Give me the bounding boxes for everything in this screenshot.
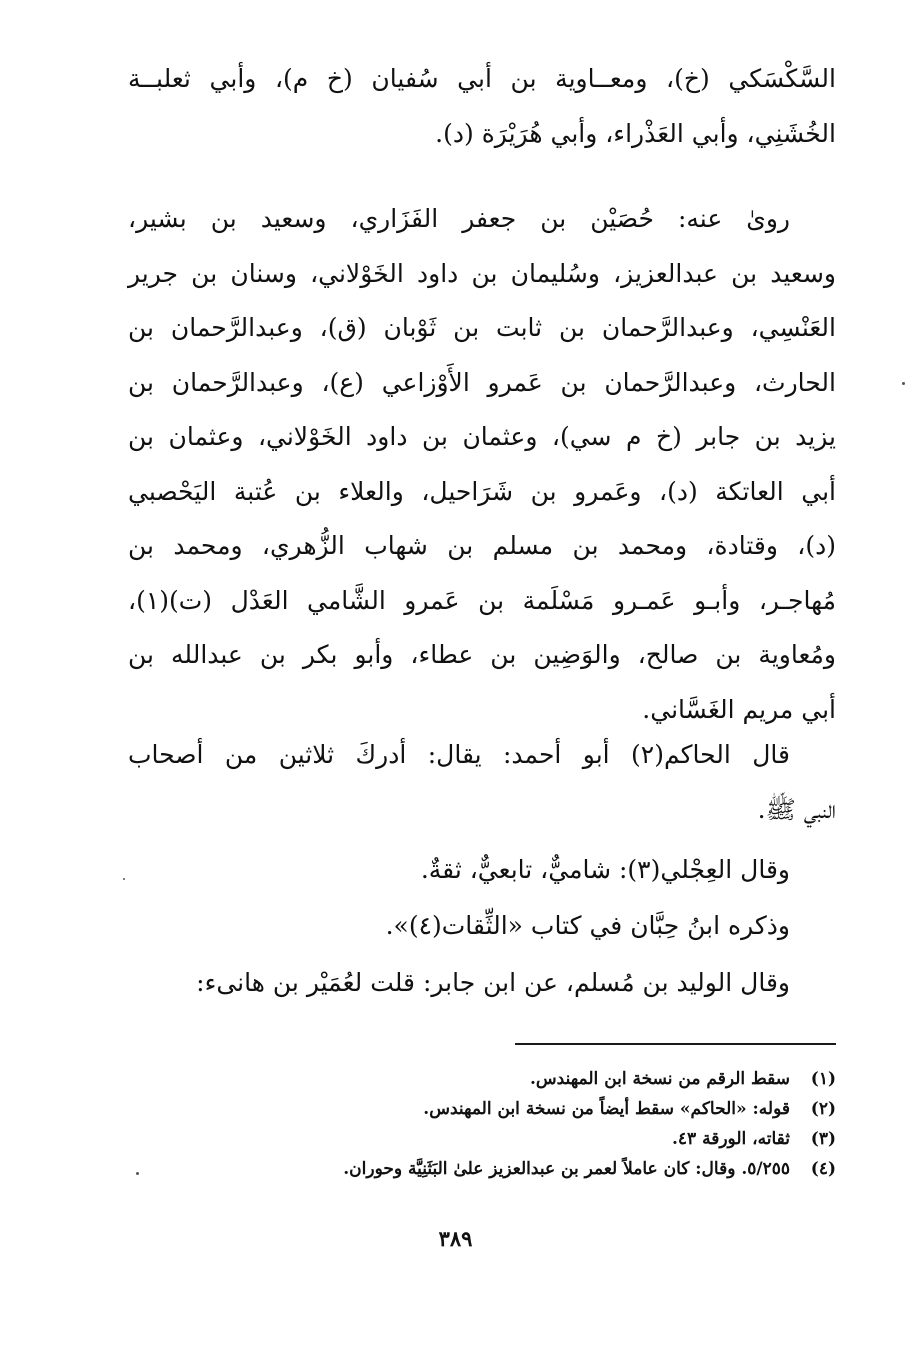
footnote-divider: [515, 1043, 836, 1045]
footnote-item: [200, 1064, 836, 1094]
text-line: يزيد بن جابر (خ م سي)، وعثمان بن داود الخَوْلاني، وعثمان بن: [128, 422, 836, 451]
scan-speck: [123, 878, 125, 880]
footnote-number: (٣): [810, 1129, 836, 1149]
footnote-text: قوله: «الحاكم» سقط أيضاً من نسخة ابن المهندس.: [423, 1099, 790, 1119]
footnote-item: [200, 1154, 836, 1184]
footnote-item: [200, 1094, 836, 1124]
text-line: السَّكْسَكي (خ)، ومعــاوية بن أبي سُفيان (خ م)، وأبي ثعلبــة: [128, 64, 836, 93]
footnote-number: (١): [810, 1069, 836, 1089]
footnote-number: (٢): [810, 1099, 836, 1119]
paragraph-teachers-continued: [128, 52, 836, 161]
paragraph-ijli: [128, 842, 836, 898]
paragraph-walid: [128, 955, 836, 1011]
footnote-item: [200, 1124, 836, 1154]
footnotes: [200, 1064, 836, 1184]
text-line: روىٰ عنه: حُصَيْن بن جعفر الفَزَاري، وسعيد بن بشير،: [128, 204, 790, 233]
text-line: وقال الوليد بن مُسلم، عن ابن جابر: قلت لعُمَيْر بن هانىء:: [196, 968, 790, 997]
text-line: النبي ﷺ.: [757, 794, 836, 824]
text-line: الخُشَنِي، وأبي العَذْراء، وأبي هُرَيْرَة (د).: [435, 118, 836, 148]
text-line: وقال العِجْلي(٣): شاميٌّ، تابعيٌّ، ثقةٌ.: [420, 855, 790, 884]
text-line: وسعيد بن عبدالعزيز، وسُليمان بن داود الخَوْلاني، وسنان بن جرير: [128, 258, 836, 288]
scan-speck: [136, 1172, 139, 1175]
footnote-text: ٥/٢٥٥. وقال: كان عاملاً لعمر بن عبدالعزيز علىٰ البَثَنِيَّة وحوران.: [343, 1159, 790, 1179]
paragraph-hakim: [128, 728, 836, 837]
footnote-text: سقط الرقم من نسخة ابن المهندس.: [529, 1069, 790, 1089]
text-line: قال الحاكم(٢) أبو أحمد: يقال: أدركَ ثلاثين من أصحاب: [128, 740, 790, 769]
text-line: أبي مريم الغَسَّاني.: [642, 694, 836, 724]
text-line: وذكره ابنُ حِبَّان في كتاب «الثِّقات(٤)».: [385, 911, 790, 940]
footnote-number: (٤): [810, 1159, 836, 1179]
paragraph-ibn-hibban: [128, 898, 836, 954]
text-line: مُهاجـر، وأبـو عَمـرو مَسْلَمة بن عَمرو الشَّامي العَدْل (ت)(١)،: [128, 585, 836, 615]
text-line: (د)، وقتادة، ومحمد بن مسلم بن شهاب الزُّهري، ومحمد بن: [128, 531, 836, 560]
footnote-text: ثقاته، الورقة ٤٣.: [671, 1129, 790, 1149]
text-line: العَنْسِي، وعبدالرَّحمان بن ثابت بن ثَوْبان (ق)، وعبدالرَّحمان بن: [128, 313, 836, 342]
paragraph-narrators: [128, 192, 836, 737]
text-line: أبي العاتكة (د)، وعَمرو بن شَرَاحيل، والعلاء بن عُتبة اليَحْصبي: [128, 476, 836, 506]
scan-speck: [902, 382, 905, 385]
text-line: الحارث، وعبدالرَّحمان بن عَمرو الأَوْزاعي (ع)، وعبدالرَّحمان بن: [128, 367, 836, 397]
page-number: ٣٨٩: [438, 1226, 473, 1251]
text-line: ومُعاوية بن صالح، والوَضِين بن عطاء، وأبو بكر بن عبدالله بن: [128, 640, 836, 669]
